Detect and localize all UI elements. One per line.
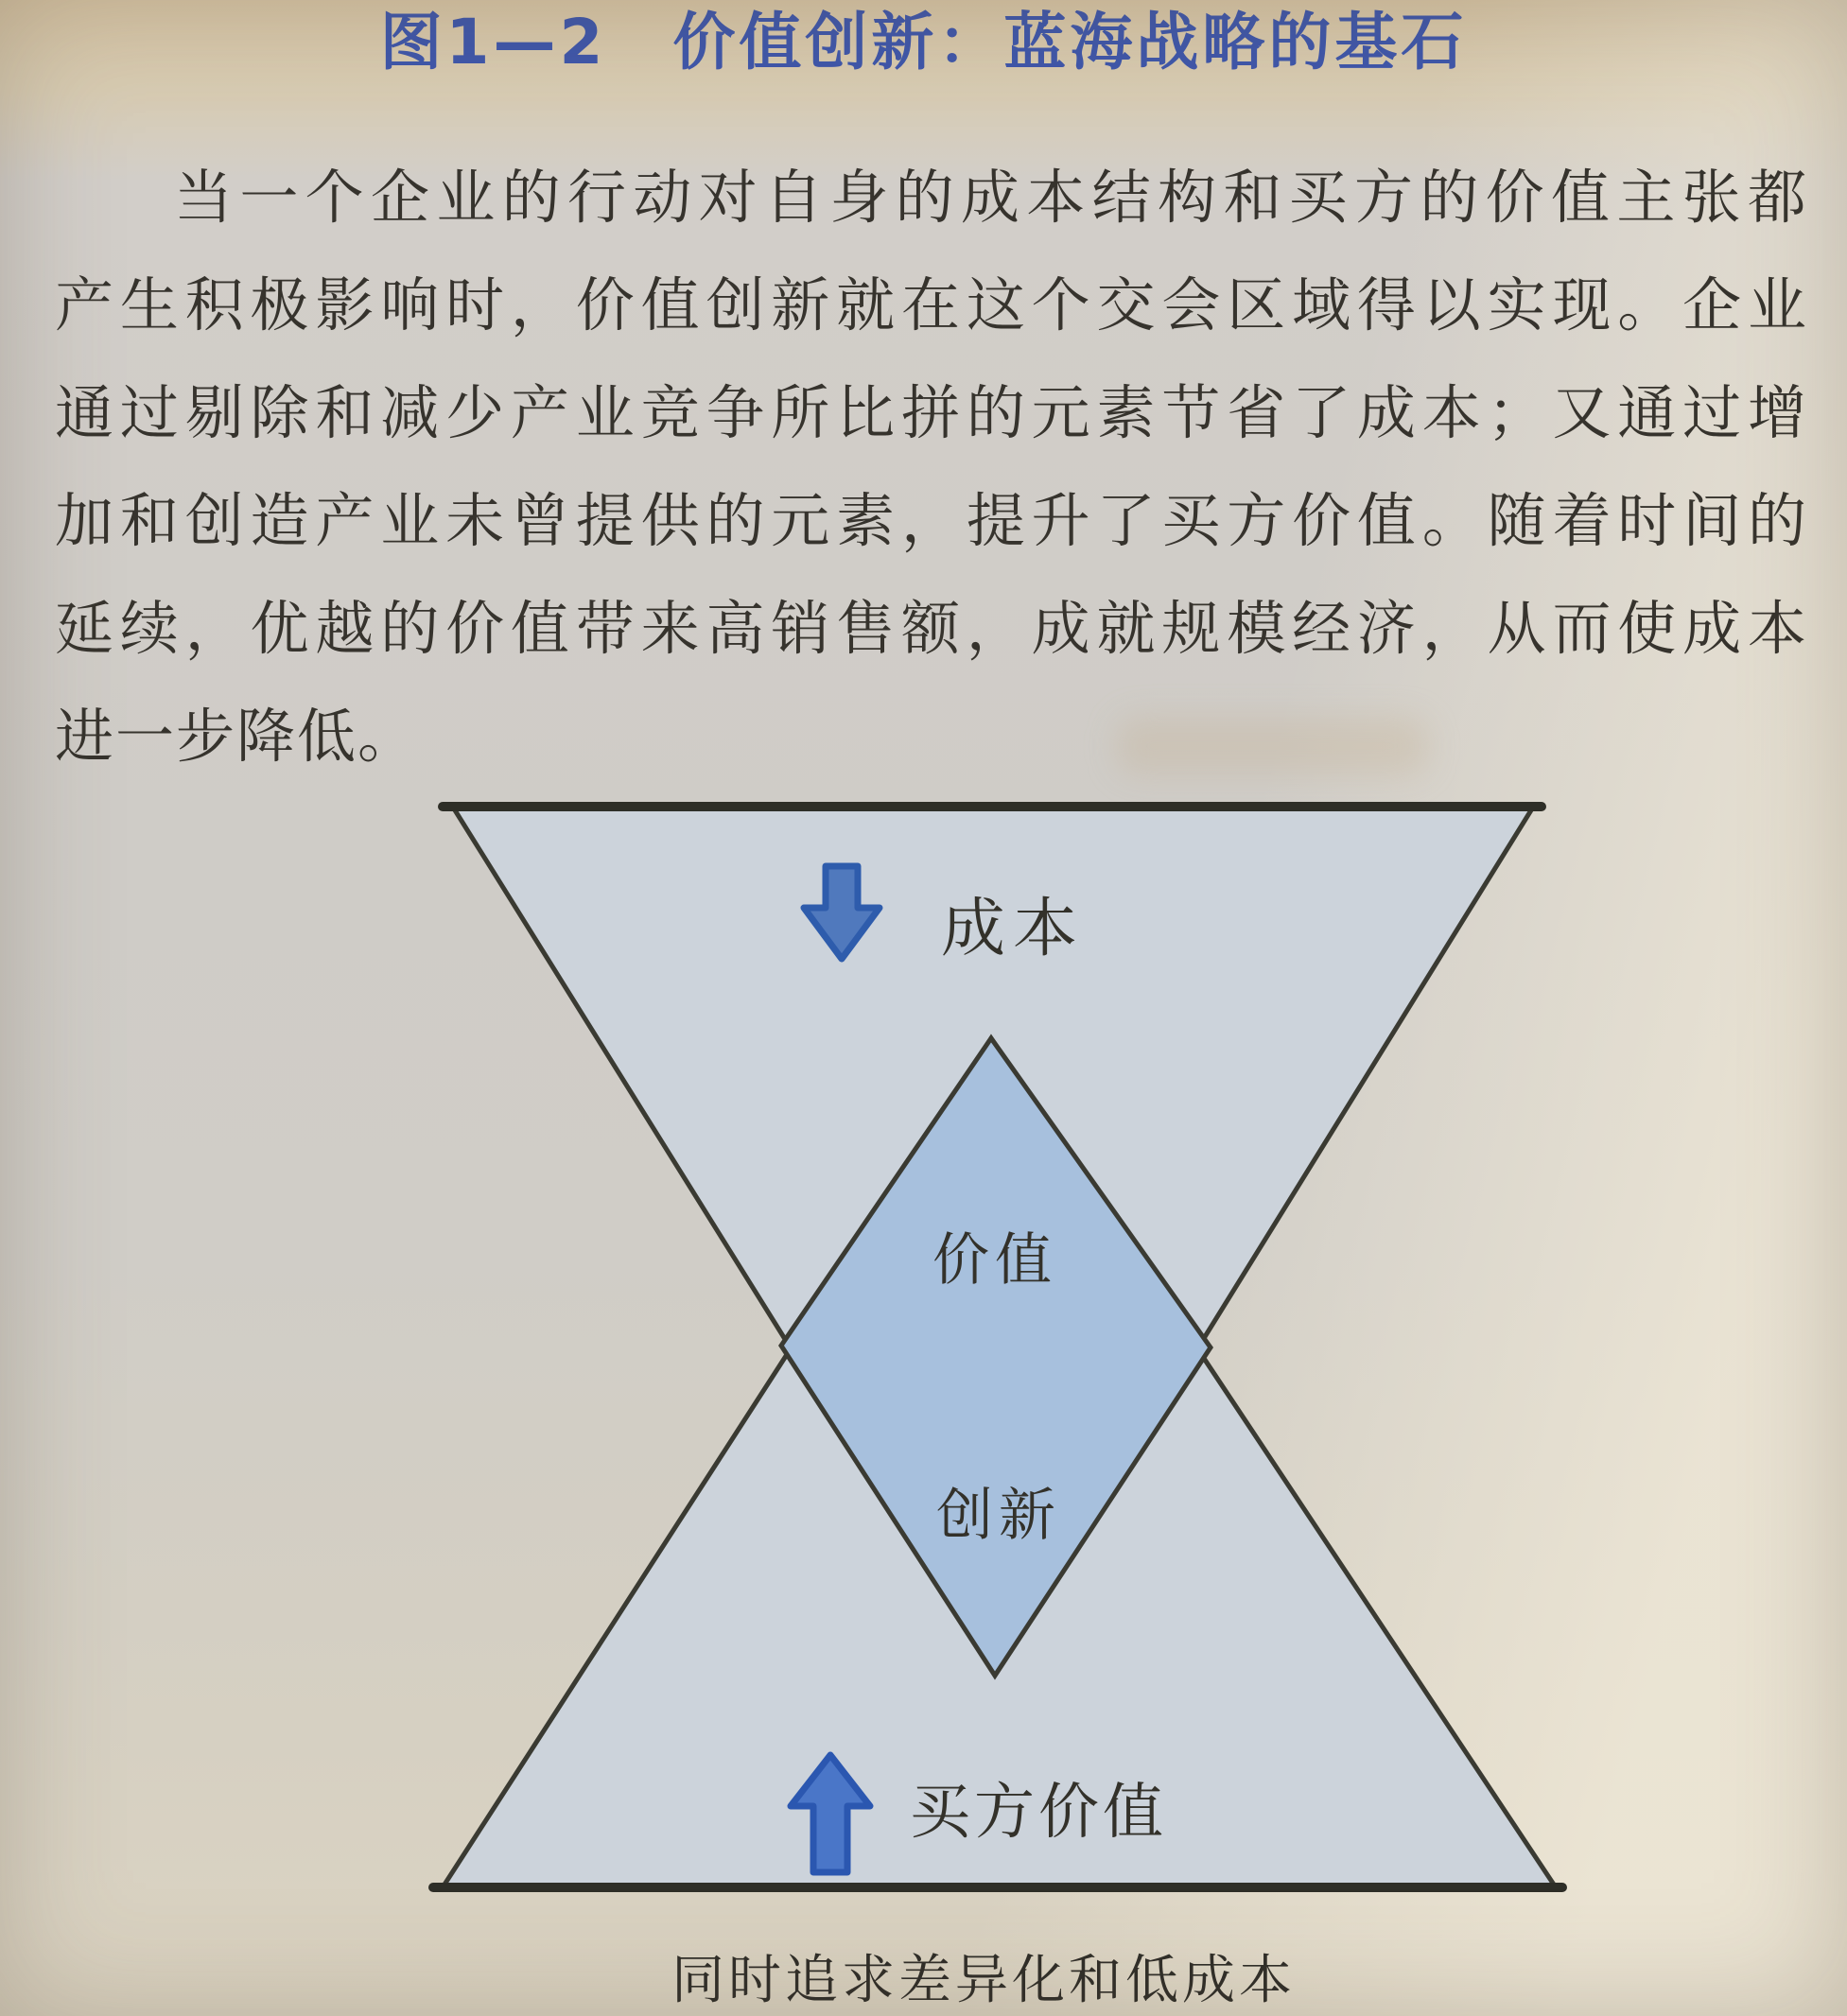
value-label: 价值 bbox=[932, 1227, 1057, 1294]
paragraph-line: 通过剔除和减少产业竞争所比拼的元素节省了成本；又通过增 bbox=[55, 378, 1808, 447]
paragraph-line: 产生积极影响时，价值创新就在这个交会区域得以实现。企业 bbox=[55, 270, 1808, 339]
paragraph-line: 加和创造产业未曾提供的元素，提升了买方价值。随着时间的 bbox=[55, 486, 1808, 555]
paragraph-line: 当一个企业的行动对自身的成本结构和买方的价值主张都 bbox=[174, 163, 1808, 232]
innovation-label: 创新 bbox=[936, 1483, 1061, 1549]
buyer-value-label: 买方价值 bbox=[910, 1778, 1167, 1848]
paragraph-line: 进一步降低。 bbox=[55, 702, 419, 771]
cost-label: 成本 bbox=[941, 892, 1086, 966]
figure-title: 图1—2 价值创新：蓝海战略的基石 bbox=[379, 6, 1468, 78]
figure-caption: 同时追求差异化和低成本 bbox=[671, 1950, 1296, 2011]
paragraph-line: 延续，优越的价值带来高销售额，成就规模经济，从而使成本 bbox=[55, 594, 1808, 663]
